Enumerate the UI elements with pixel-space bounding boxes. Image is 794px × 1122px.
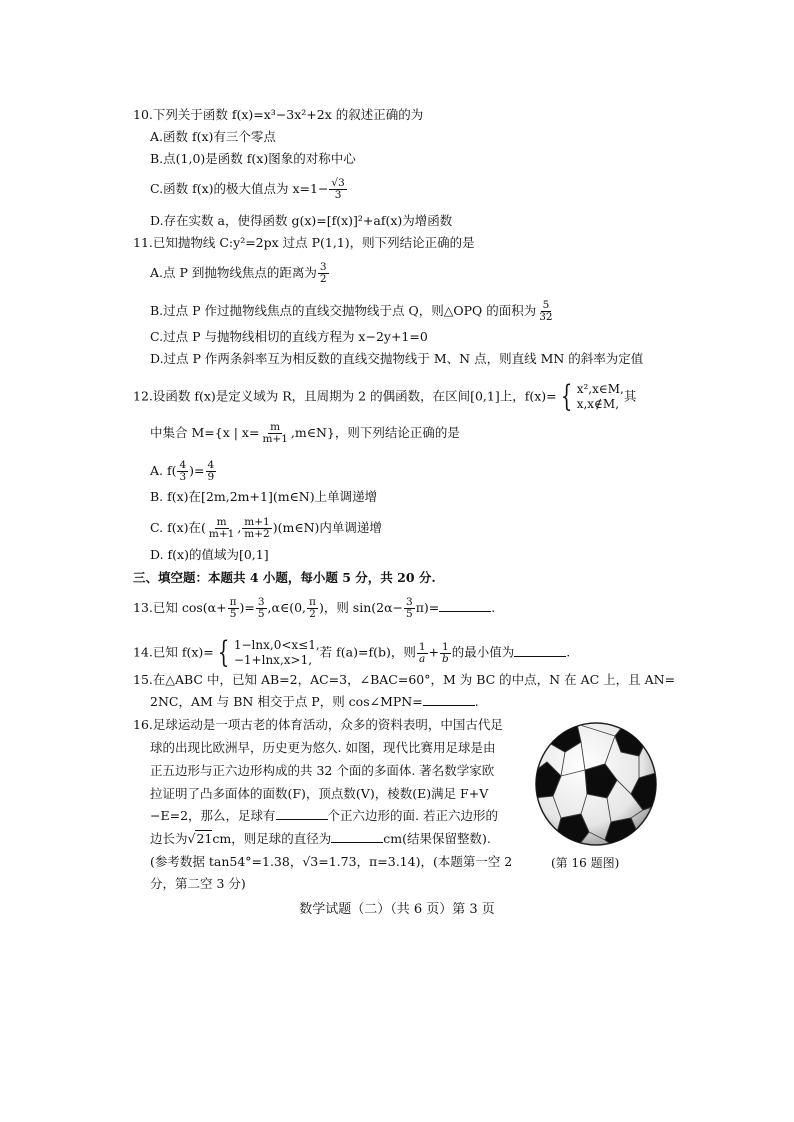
q11-option-a: A.点 P 到抛物线焦点的距离为 $\frac{3}{2}$ <box>150 261 327 285</box>
answer-blank <box>331 831 383 843</box>
q15-line2: 2NC，AM 与 BN 相交于点 P，则 cos∠MPN= . <box>150 694 479 709</box>
fraction: $\frac{m}{m+1}$ <box>262 421 288 445</box>
q12-stem-line2: 中集合 M={x | x= $\frac{m}{m+1}$ ,m∈N}，则下列结论正确的是 <box>150 421 460 445</box>
section-heading: 三、填空题：本题共 4 小题，每小题 5 分，共 20 分. <box>133 570 436 585</box>
q10-option-c: C.函数 f(x)的极大值点为 x=1− $\frac{√3}{3}$ <box>150 177 345 201</box>
q11-option-b: B.过点 P 作过抛物线焦点的直线交抛物线于点 Q，则△OPQ 的面积为 $\frac{5}{32}$ <box>150 299 553 323</box>
fraction: $\frac{√3}{3}$ <box>331 177 345 201</box>
fraction: $\frac{5}{32}$ <box>539 299 553 323</box>
q12-option-d: D. f(x)的值域为[0,1] <box>150 547 269 562</box>
q16-line5: −E=2，那么，足球有 个正六边形的面. 若正六边形的 <box>150 808 498 823</box>
q12-option-b: B. f(x)在[2m,2m+1](m∈N)上单调递增 <box>150 489 378 504</box>
q10-stem: 10.下列关于函数 f(x)=x³−3x²+2x 的叙述正确的为 <box>133 107 424 122</box>
q16-line3: 正五边形与正六边形构成的共 32 个面的多面体. 著名数学家欧 <box>150 763 495 778</box>
q10-option-a: A.函数 f(x)有三个零点 <box>150 129 276 144</box>
q16-line6: 边长为√21cm，则足球的直径为 cm(结果保留整数). <box>150 831 491 846</box>
q12-stem: 12.设函数 f(x)是定义域为 R，且周期为 2 的偶函数，在区间[0,1]上，f(x)= { x²,x∈M, x,x∉M, 其 <box>133 379 637 414</box>
q10-option-b: B.点(1,0)是函数 f(x)图象的对称中心 <box>150 151 356 166</box>
q16-line8: 分，第二空 3 分) <box>150 876 246 891</box>
answer-blank <box>439 600 491 612</box>
q15-line1: 15.在△ABC 中，已知 AB=2，AC=3，∠BAC=60°，M 为 BC 的中点，N 在 AC 上，且 AN= <box>133 672 676 687</box>
fraction: $\frac{3}{2}$ <box>319 261 327 285</box>
answer-blank <box>423 694 475 706</box>
q13: 13.已知 cos(α+ $\frac{\pi}{5}$ )= $\frac{3}{5}$ ,α∈(0, $\frac{\pi}{2}$ )，则 sin(2α− $\frac{3}{5}$ π)= . <box>133 596 496 620</box>
q14: 14.已知 f(x)= { 1−lnx,0<x≤1, −1+lnx,x>1, 若 f(a)=f(b)，则 $\frac{1}{a}$ + $\frac{1}{b}$ 的最小值为 . <box>133 635 571 670</box>
answer-blank <box>276 808 328 820</box>
q12-option-a: A. f( $\frac{4}{3}$ )= $\frac{4}{9}$ <box>150 459 215 483</box>
q11-option-c: C.过点 P 与抛物线相切的直线方程为 x−2y+1=0 <box>150 329 428 344</box>
q11-option-d: D.过点 P 作两条斜率互为相反数的直线交抛物线于 M、N 点，则直线 MN 的斜率为定值 <box>150 351 644 366</box>
answer-blank <box>514 645 566 657</box>
piecewise-brace: { x²,x∈M, x,x∉M, <box>560 379 624 414</box>
figure-caption: (第 16 题图) <box>551 856 620 870</box>
q10-option-d: D.存在实数 a，使得函数 g(x)=[f(x)]²+af(x)为增函数 <box>150 213 453 228</box>
soccer-ball-image <box>535 722 657 847</box>
q16-line7: (参考数据 tan54°=1.38，√3=1.73，π=3.14)，(本题第一空 2 <box>150 854 513 869</box>
q12-option-c: C. f(x)在( $\frac{m}{m+1}$ , $\frac{m+1}{m+2}$ )(m∈N)内单调递增 <box>150 516 382 540</box>
piecewise-brace: { 1−lnx,0<x≤1, −1+lnx,x>1, <box>217 635 320 670</box>
q16-line2: 球的出现比欧洲早，历史更为悠久. 如图，现代比赛用足球是由 <box>150 740 496 755</box>
q16-line1: 16.足球运动是一项古老的体育活动，众多的资料表明，中国古代足 <box>133 717 503 732</box>
q11-stem: 11.已知抛物线 C:y²=2px 过点 P(1,1)，则下列结论正确的是 <box>133 235 475 250</box>
q16-line4: 拉证明了凸多面体的面数(F)，顶点数(V)，棱数(E)满足 F+V <box>150 786 489 801</box>
page-footer: 数学试题（二）（共 6 页）第 3 页 <box>299 902 495 917</box>
